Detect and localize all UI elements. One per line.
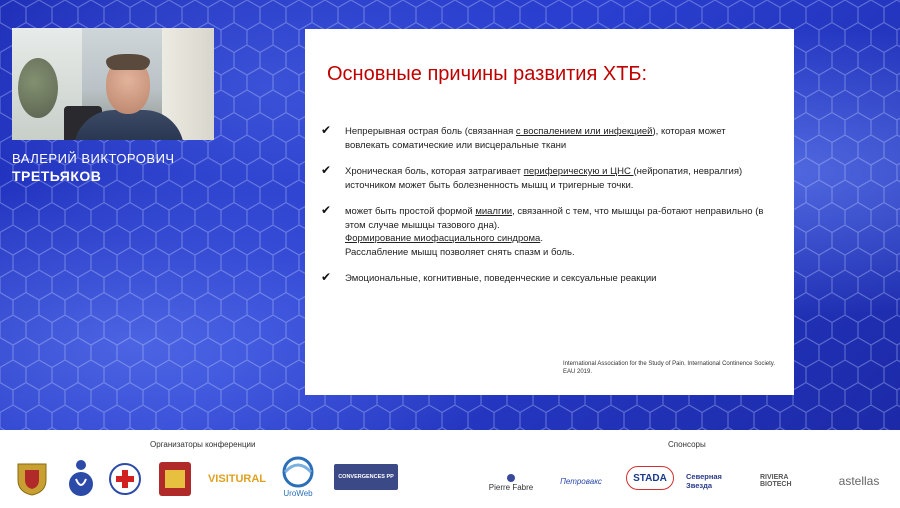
convergences-logo: CONVERGENCES PP: [334, 464, 398, 490]
speaker-name: [12, 150, 232, 185]
checkmark-icon: ✔: [321, 123, 332, 137]
bullet-underlined: Формирование миофасциального синдрома: [345, 233, 541, 244]
bullet-text: ), которая может вовлекать соматические или висцеральные ткани: [345, 126, 726, 151]
bullet-text: , связанной с тем, что мышцы ра-ботают неправильно (в этом случае мышцы тазового дна).: [345, 206, 764, 231]
bullet-text: Расслабление мышц позволяет снять спазм и боль.: [345, 246, 575, 258]
slide-title: Основные причины развития ХТБ:: [327, 63, 648, 85]
visitural-logo: VISITURAL: [207, 473, 267, 485]
bullet-item: [321, 125, 771, 152]
bullet-text: .: [540, 233, 543, 244]
pierre-fabre-logo: Pierre Fabre: [482, 470, 540, 494]
astellas-logo: astellas: [838, 474, 880, 488]
svg-text:UroWeb: UroWeb: [283, 489, 313, 498]
checkmark-icon: ✔: [321, 203, 332, 217]
bullet-text: Хроническая боль, которая затрагивает: [345, 166, 524, 177]
uroweb-logo: [276, 454, 320, 498]
petrovax-logo: Петровакс: [560, 476, 602, 486]
medical-cross-logo: [108, 462, 142, 496]
bullet-text: может быть простой формой: [345, 206, 476, 217]
slide-reference: [563, 360, 789, 376]
stada-logo: STADA: [626, 466, 674, 490]
speaker-first-name: ВАЛЕРИЙ ВИКТОРОВИЧ: [12, 151, 175, 166]
bullet-list: [321, 125, 771, 299]
organizers-label: Организаторы конференции: [150, 440, 256, 449]
presentation-slide: [305, 29, 794, 395]
reference-line: International Association for the Study of Pain. International Continence Society.: [563, 361, 776, 367]
reference-line: EAU 2019.: [563, 369, 593, 375]
speaker-last-name: ТРЕТЬЯКОВ: [12, 168, 102, 184]
footer-logos: [0, 430, 900, 508]
severnaya-zvezda-logo: Северная Звезда: [686, 472, 722, 490]
coat-of-arms-logo: [12, 460, 52, 496]
bullet-underlined: периферическую и ЦНС: [523, 166, 634, 177]
checkmark-icon: ✔: [321, 270, 332, 284]
sponsors-label: Спонсоры: [668, 440, 706, 449]
bullet-text: (нейропатия, невралгия) источником может быть болезненность мышц и тригерные точки.: [345, 166, 743, 191]
checkmark-icon: ✔: [321, 163, 332, 177]
bullet-text: Эмоциональные, когнитивные, поведенческие и сексуальные реакции: [345, 273, 657, 284]
bullet-item: [321, 272, 771, 286]
riviera-biotech-logo: RIVIERA BIOTECH: [760, 474, 792, 488]
association-logo: [64, 458, 98, 498]
bullet-underlined: с воспалением или инфекцией: [515, 126, 653, 137]
bullet-underlined: миалгии: [475, 206, 513, 217]
speaker-webcam: [12, 28, 214, 140]
bullet-item: [321, 205, 771, 259]
bullet-text: Непрерывная острая боль (связанная: [345, 126, 516, 137]
bullet-item: [321, 165, 771, 192]
university-logo: [156, 460, 194, 498]
